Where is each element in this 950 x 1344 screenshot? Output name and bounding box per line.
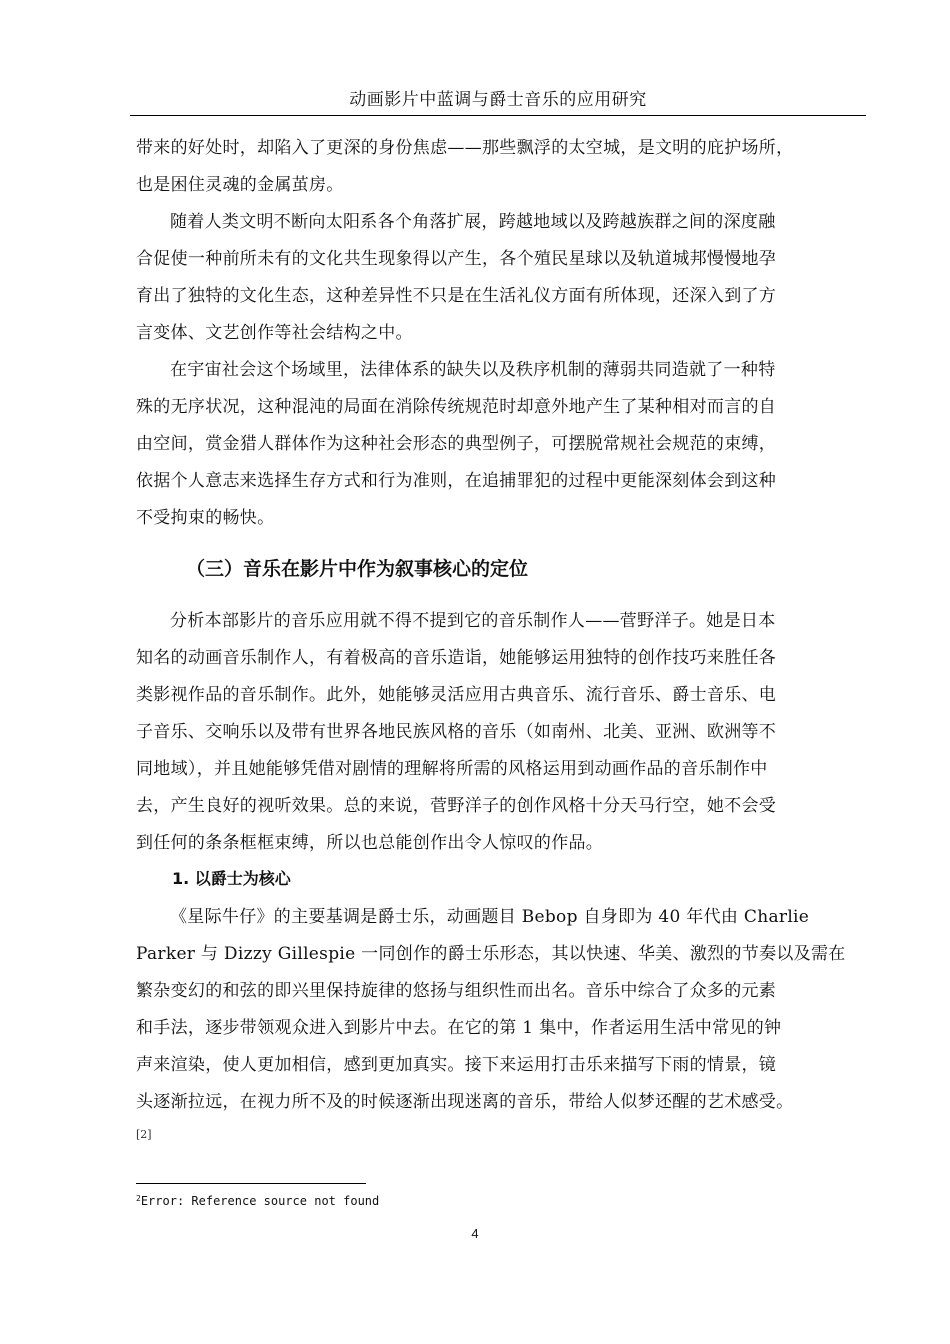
footnote-divider bbox=[136, 1183, 366, 1184]
paragraph-line: 育出了独特的文化生态，这种差异性不只是在生活礼仪方面有所体现，还深入到了方 bbox=[136, 286, 777, 306]
footnote-text: Error: Reference source not found bbox=[140, 1194, 380, 1208]
header-divider bbox=[130, 115, 866, 116]
paragraph-line: 去，产生良好的视听效果。总的来说，菅野洋子的创作风格十分天马行空，她不会受 bbox=[136, 796, 777, 816]
paragraph-line: 随着人类文明不断向太阳系各个角落扩展，跨越地域以及跨越族群之间的深度融 bbox=[170, 212, 776, 232]
paragraph-line: 依据个人意志来选择生存方式和行为准则，在追捕罪犯的过程中更能深刻体会到这种 bbox=[136, 471, 777, 491]
subsection-heading: 1. 以爵士为核心 bbox=[172, 869, 291, 888]
paragraph-line: 分析本部影片的音乐应用就不得不提到它的音乐制作人——菅野洋子。她是日本 bbox=[170, 611, 776, 631]
running-header-title: 动画影片中蓝调与爵士音乐的应用研究 bbox=[349, 90, 647, 110]
paragraph-line: Parker 与 Dizzy Gillespie 一同创作的爵士乐形态，其以快速、华美、激烈的节奏以及需在 bbox=[136, 944, 846, 964]
citation-marker: [2] bbox=[136, 1128, 152, 1141]
paragraph-line: 到任何的条条框框束缚，所以也总能创作出令人惊叹的作品。 bbox=[136, 833, 604, 853]
paragraph-line: 声来渲染，使人更加相信，感到更加真实。接下来运用打击乐来描写下雨的情景，镜 bbox=[136, 1055, 777, 1075]
paragraph-line: 类影视作品的音乐制作。此外，她能够灵活应用古典音乐、流行音乐、爵士音乐、电 bbox=[136, 685, 777, 705]
footnote-marker: 2 bbox=[136, 1194, 141, 1203]
paragraph-line: 繁杂变幻的和弦的即兴里保持旋律的悠扬与组织性而出名。音乐中综合了众多的元素 bbox=[136, 981, 777, 1001]
paragraph-line: 带来的好处时，却陷入了更深的身份焦虑——那些飘浮的太空城，是文明的庇护场所， bbox=[136, 138, 794, 158]
paragraph-line: 《星际牛仔》的主要基调是爵士乐，动画题目 Bebop 自身即为 40 年代由 Charlie bbox=[170, 907, 810, 927]
page-number: 4 bbox=[471, 1226, 479, 1241]
paragraph-line: 由空间，赏金猎人群体作为这种社会形态的典型例子，可摆脱常规社会规范的束缚， bbox=[136, 434, 777, 454]
paragraph-line: 同地域），并且她能够凭借对剧情的理解将所需的风格运用到动画作品的音乐制作中 bbox=[136, 759, 768, 779]
paragraph-line: 在宇宙社会这个场域里，法律体系的缺失以及秩序机制的薄弱共同造就了一种特 bbox=[170, 360, 776, 380]
footnote bbox=[136, 1191, 379, 1209]
section-heading: （三）音乐在影片中作为叙事核心的定位 bbox=[186, 558, 529, 580]
paragraph-line: 头逐渐拉远，在视力所不及的时候逐渐出现迷离的音乐，带给人似梦还醒的艺术感受。 bbox=[136, 1092, 794, 1112]
paragraph-line: 不受拘束的畅快。 bbox=[136, 508, 275, 528]
paragraph-line: 和手法，逐步带领观众进入到影片中去。在它的第 1 集中，作者运用生活中常见的钟 bbox=[136, 1018, 782, 1038]
paragraph-line: 言变体、文艺创作等社会结构之中。 bbox=[136, 323, 413, 343]
paragraph-line: 子音乐、交响乐以及带有世界各地民族风格的音乐（如南州、北美、亚洲、欧洲等不 bbox=[136, 722, 777, 742]
paragraph-line: 殊的无序状况，这种混沌的局面在消除传统规范时却意外地产生了某种相对而言的自 bbox=[136, 397, 777, 417]
paragraph-line: 合促使一种前所未有的文化共生现象得以产生，各个殖民星球以及轨道城邦慢慢地孕 bbox=[136, 249, 777, 269]
paragraph-line: 知名的动画音乐制作人，有着极高的音乐造诣，她能够运用独特的创作技巧来胜任各 bbox=[136, 648, 777, 668]
paragraph-line: 也是困住灵魂的金属茧房。 bbox=[136, 175, 344, 195]
